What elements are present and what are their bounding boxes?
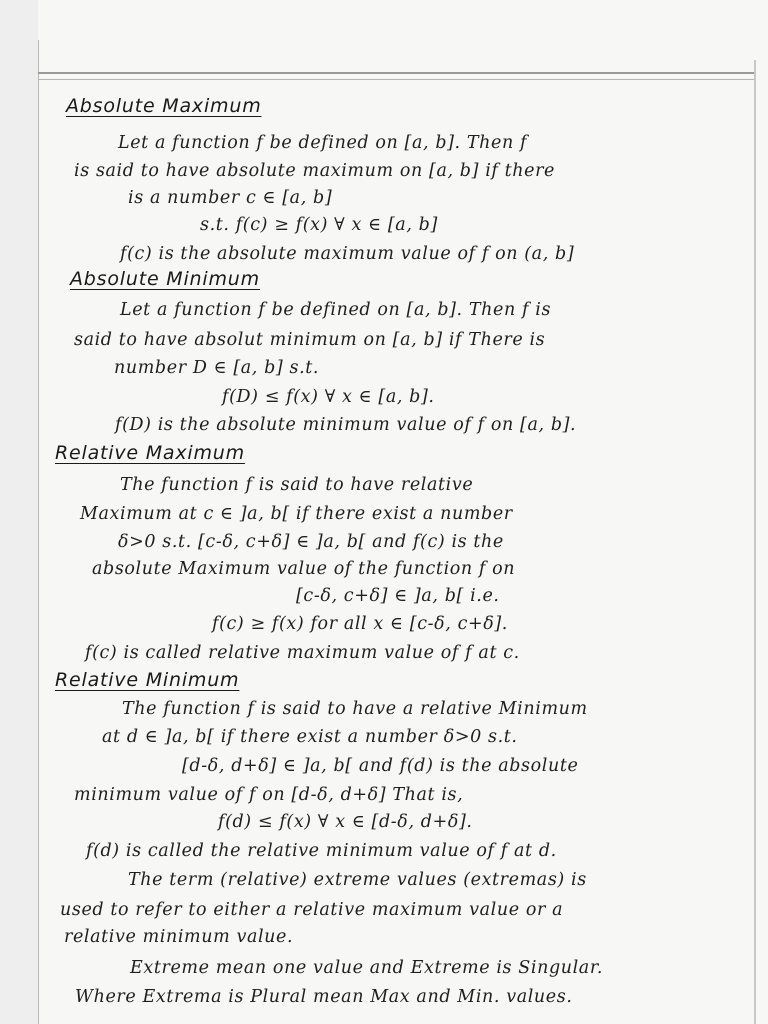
text-line: f(d) is called the relative minimum value of f at d. [86, 841, 557, 861]
formula-line: [c-δ, c+δ] ∈ ]a, b[ i.e. [296, 586, 500, 606]
formula-line: [d-δ, d+δ] ∈ ]a, b[ and f(d) is the absolute [182, 756, 579, 776]
text-line: relative minimum value. [64, 927, 294, 947]
text-line: number D ∈ [a, b] s.t. [114, 358, 320, 378]
text-line: δ>0 s.t. [c-δ, c+δ] ∈ ]a, b[ and f(c) is the [118, 532, 504, 552]
top-rule-secondary [38, 79, 754, 80]
top-rule [38, 72, 754, 74]
heading-relative-minimum: Relative Minimum [55, 669, 240, 691]
text-line: The function f is said to have relative [120, 475, 474, 495]
text-line: minimum value of f on [d-δ, d+δ] That is, [74, 785, 464, 805]
text-line: The term (relative) extreme values (extremas) is [128, 870, 587, 890]
formula-line: s.t. f(c) ≥ f(x) ∀ x ∈ [a, b] [200, 215, 438, 235]
text-line: Where Extrema is Plural mean Max and Min. values. [75, 987, 573, 1007]
heading-relative-maximum: Relative Maximum [55, 442, 245, 464]
text-line: f(c) is called relative maximum value of f at c. [85, 643, 520, 663]
text-line: used to refer to either a relative maximum value or a [60, 900, 564, 920]
text-line: Let a function f be defined on [a, b]. Then f [118, 133, 528, 153]
text-line: Extreme mean one value and Extreme is Singular. [130, 958, 604, 978]
text-line: Maximum at c ∈ ]a, b[ if there exist a number [80, 504, 513, 524]
text-line: at d ∈ ]a, b[ if there exist a number δ>0 s.t. [102, 727, 518, 747]
text-line: f(D) is the absolute minimum value of f on [a, b]. [115, 415, 577, 435]
text-line: The function f is said to have a relative Minimum [122, 699, 588, 719]
page-edge [754, 60, 756, 1024]
text-line: is said to have absolute maximum on [a, b] if there [74, 161, 556, 181]
formula-line: f(D) ≤ f(x) ∀ x ∈ [a, b]. [222, 387, 435, 407]
text-line: is a number c ∈ [a, b] [128, 188, 333, 208]
heading-absolute-maximum: Absolute Maximum [66, 95, 262, 117]
formula-line: f(c) ≥ f(x) for all x ∈ [c-δ, c+δ]. [212, 614, 508, 634]
text-line: f(c) is the absolute maximum value of f on (a, b] [120, 244, 575, 264]
formula-line: f(d) ≤ f(x) ∀ x ∈ [d-δ, d+δ]. [218, 812, 473, 832]
text-line: Let a function f be defined on [a, b]. Then f is [120, 300, 552, 320]
text-line: said to have absolut minimum on [a, b] if There is [74, 330, 546, 350]
text-line: absolute Maximum value of the function f on [92, 559, 516, 579]
margin-line [38, 40, 39, 1024]
heading-absolute-minimum: Absolute Minimum [70, 268, 260, 290]
